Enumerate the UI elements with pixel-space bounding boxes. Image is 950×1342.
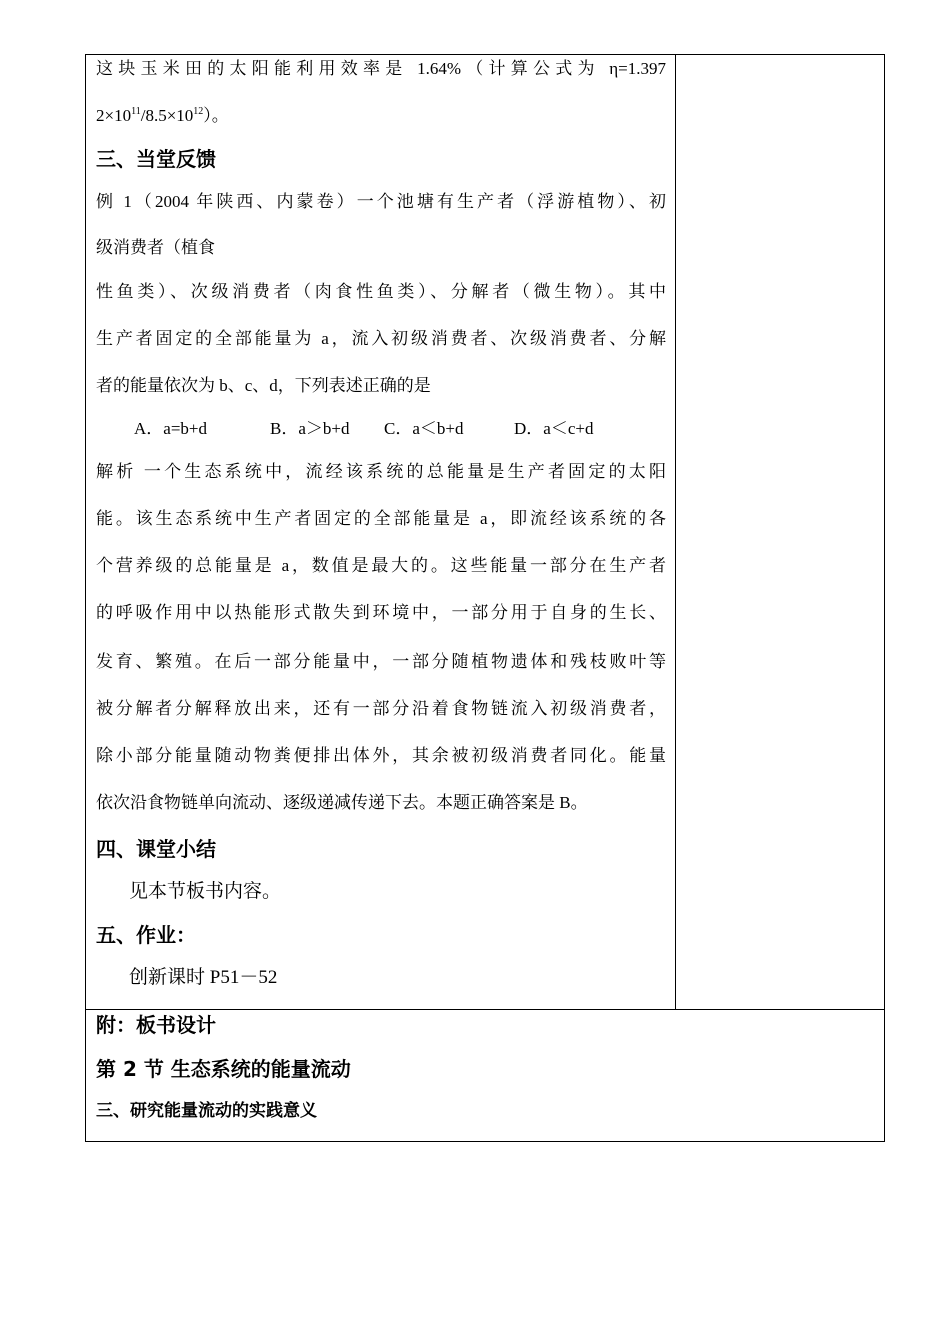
example-line-3: 性鱼类）、次级消费者（肉食性鱼类）、分解者（微生物）。其中	[96, 282, 666, 301]
analysis-line-4: 的呼吸作用中以热能形式散失到环境中，一部分用于自身的生长、	[96, 603, 666, 622]
analysis-line-8: 依次沿食物链单向流动、逐级递减传递下去。本题正确答案是 B。	[96, 793, 588, 812]
summary-text: 见本节板书内容。	[129, 881, 282, 902]
exponent-11: 11	[131, 106, 141, 117]
option-a: A．a=b+d	[134, 419, 207, 438]
analysis-line-6: 被分解者分解释放出来，还有一部分沿着食物链流入初级消费者，	[96, 699, 666, 718]
practice-significance-heading: 三、研究能量流动的实践意义	[96, 1101, 317, 1121]
table-row-divider	[85, 1009, 885, 1010]
appendix-heading: 附：板书设计	[96, 1013, 216, 1037]
option-c: C．a＜b+d	[384, 419, 464, 438]
table-column-divider	[675, 54, 676, 1010]
homework-text: 创新课时 P51－52	[129, 967, 278, 988]
analysis-line-3: 个营养级的总能量是 a，数值是最大的。这些能量一部分在生产者	[96, 556, 666, 575]
analysis-line-5: 发育、繁殖。在后一部分能量中，一部分随植物遗体和残枝败叶等	[96, 652, 666, 671]
example-line-1: 例 1（2004 年陕西、内蒙卷）一个池塘有生产者（浮游植物）、初	[96, 192, 666, 211]
example-line-5: 者的能量依次为 b、c、d，下列表述正确的是	[96, 376, 431, 395]
example-line-2: 级消费者（植食	[96, 238, 215, 257]
efficiency-formula-line: $2\times 10^{11}/8.5\times 10^{12}$）。	[96, 106, 229, 125]
analysis-line-2: 能。该生态系统中生产者固定的全部能量是 a，即流经该系统的各	[96, 509, 666, 528]
section-3-heading: 三、当堂反馈	[96, 147, 216, 171]
lesson-title: 第 2 节 生态系统的能量流动	[96, 1057, 351, 1081]
efficiency-line-1: 这块玉米田的太阳能利用效率是 1.64%（计算公式为 η=1.397	[96, 59, 666, 78]
example-line-4: 生产者固定的全部能量为 a，流入初级消费者、次级消费者、分解	[96, 329, 666, 348]
analysis-line-7: 除小部分能量随动物粪便排出体外，其余被初级消费者同化。能量	[96, 746, 666, 765]
option-d: D．a＜c+d	[514, 419, 594, 438]
option-b: B．a＞b+d	[270, 419, 350, 438]
answer-options	[134, 418, 593, 440]
analysis-line-1: 解析 一个生态系统中，流经该系统的总能量是生产者固定的太阳	[96, 462, 666, 481]
section-5-heading: 五、作业：	[96, 923, 196, 947]
exponent-12: 12	[193, 106, 204, 117]
section-4-heading: 四、课堂小结	[96, 837, 216, 861]
